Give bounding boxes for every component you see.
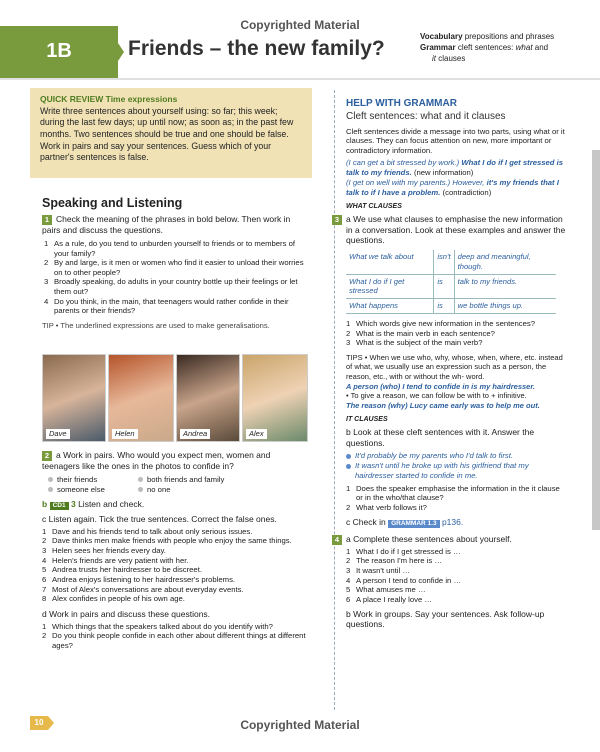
ex2-option: no one	[138, 485, 258, 495]
ex4-item: 6 A place I really love …	[346, 594, 433, 604]
ex1-item: 1 As a rule, do you tend to unburden yourself to friends or to members of your family?	[44, 238, 296, 258]
tip-text: TIP • The underlined expressions are used to make generalisations.	[42, 320, 270, 330]
grammar-text-d: it	[432, 53, 436, 63]
quick-review-heading: QUICK REVIEW	[40, 94, 104, 104]
ex2c-item: 4 Helen's friends are very patient with her.	[42, 555, 189, 565]
column-divider	[334, 90, 335, 710]
ex3b-text: b Look at these cleft sentences with it. Answer the questions.	[346, 427, 535, 449]
table-row: What happens is we bottle things up.	[346, 299, 556, 314]
ex1-item: 2 By and large, is it men or women who find it easier to unload their worries on to other people?	[44, 258, 304, 277]
ex2-number: 2	[42, 451, 52, 461]
table-row: What I do if I get stressed is talk to my friends.	[346, 274, 556, 298]
ex1-item: 3 Broadly speaking, do adults in your country bottle up their feelings or let them out?	[44, 277, 298, 296]
photo-label: Andrea	[180, 429, 210, 439]
vocab-label: Vocabulary	[420, 32, 463, 41]
what-clauses-heading: WHAT CLAUSES	[346, 202, 402, 210]
photo-alex	[242, 354, 308, 442]
ex4-item: 3 It wasn't until …	[346, 566, 411, 576]
grammar-label: Grammar	[420, 42, 456, 52]
ex2c-item: 1 Dave and his friends tend to talk about only serious issues.	[42, 526, 253, 536]
ex2c-item: 5 Andrea trusts her hairdresser to be discreet.	[42, 565, 202, 575]
cd-badge: CD1	[50, 502, 69, 510]
quick-review-box	[30, 88, 312, 178]
ex2c-item: 3 Helen sees her friends every day.	[42, 546, 166, 556]
ex4-item: 5 What amuses me …	[346, 585, 426, 595]
ex2b: b CD1 3 Listen and check.	[42, 498, 145, 509]
quick-review-text: Write three sentences about yourself using: so far; this week; during the last few days; up until now; as soon as; in the past few months. Two sentences should be true and one should be false. Work in pairs and say your sentences. Guess which of your partner's sentences is false.	[40, 105, 294, 163]
ex3b-question: 2 What verb follows it?	[346, 502, 427, 512]
tips-example-1: A person (who) I tend to confide in is my hairdresser.	[346, 381, 535, 391]
ex2c-item: 7 Most of Alex's conversations are about everyday events.	[42, 584, 244, 594]
grammar-text-b: what	[515, 42, 533, 52]
ex2-option: their friends	[48, 475, 138, 485]
ex1-text: Check the meaning of the phrases in bold below. Then work in pairs and discuss the questions.	[42, 214, 291, 235]
table-row: What we talk about isn't deep and meaningful, though.	[346, 250, 556, 274]
ex3-item: 3 What is the subject of the main verb?	[346, 338, 483, 348]
ex2-option: someone else	[48, 485, 138, 495]
quick-review-sub: Time expressions	[105, 94, 178, 104]
photo-label: Dave	[46, 429, 70, 439]
ex2d-text: d Work in pairs and discuss these questions.	[42, 608, 211, 619]
grammar-text-a: cleft sentences:	[457, 42, 514, 52]
ex3-item: 2 What is the main verb in each sentence?	[346, 328, 495, 338]
photo-label: Alex	[246, 429, 267, 439]
tips-example-2: The reason (why) Lucy came early was to help me out.	[346, 400, 540, 410]
speaking-title: Speaking and Listening	[42, 196, 183, 210]
page-title: Friends – the new family?	[128, 37, 385, 60]
ex3c: c Check in GRAMMAR 1.3 p136.	[346, 516, 464, 527]
ex2a-text: a Work in pairs. Who would you expect men, women and teenagers like the ones in the photos to confide in?	[42, 450, 271, 471]
grammar-text-e: clauses	[438, 53, 466, 63]
page-number: 10	[30, 716, 48, 730]
grammar-intro: Cleft sentences divide a message into two parts, using what or it clauses. They can focus attention on new, more important or contradictory information.	[346, 126, 565, 156]
ex2d-item: 2 Do you think people confide in each other about different things at different ages?	[42, 631, 306, 650]
ex4-item: 1 What I do if I get stressed is …	[346, 546, 461, 556]
side-tabs	[592, 150, 600, 530]
it-clauses-heading: IT CLAUSES	[346, 416, 388, 424]
ex3b-example: It'd probably be my parents who I'd talk to first.	[346, 451, 566, 461]
grammar-text-c: and	[534, 42, 549, 52]
ex1-item: 4 Do you think, in the main, that teenagers would rather confide in their parents or their friends?	[44, 296, 289, 316]
ex3-item: 1 Which words give new information in the sentences?	[346, 318, 536, 328]
grammar-sub: Cleft sentences: what and it clauses	[346, 110, 506, 122]
photo-dave	[42, 354, 106, 442]
ex3b-example: It wasn't until he broke up with his girlfriend that my hairdresser started to confide in me.	[346, 461, 566, 481]
ex4-item: 2 The reason I'm here is …	[346, 556, 443, 566]
copyright-bottom: Copyrighted Material	[240, 718, 360, 732]
ex4a: 4 a Complete these sentences about yourself.	[346, 534, 566, 545]
exercise-1	[42, 214, 307, 331]
ex2d-item: 1 Which things that the speakers talked about do you identify with?	[42, 621, 273, 631]
vocab-box	[420, 32, 554, 64]
ex3b-question: 1 Does the speaker emphasise the information in the it clause or in the who/that clause?	[346, 483, 560, 503]
header-divider	[0, 78, 600, 80]
grammar-heading: HELP WITH GRAMMAR	[346, 98, 457, 109]
what-clause-table	[346, 250, 556, 314]
copyright-top: Copyrighted Material	[240, 18, 360, 32]
photo-label: Helen	[112, 429, 138, 439]
ex2c-item: 6 Andrea enjoys listening to her hairdresser's problems.	[42, 574, 236, 584]
photo-helen	[108, 354, 174, 442]
help-with-grammar	[334, 98, 566, 630]
ex2c-text: c Listen again. Tick the true sentences. Correct the false ones.	[42, 513, 277, 524]
grammar-example-new: (I can get a bit stressed by work.) What I do if I get stressed is talk to my friends. (new information)	[346, 158, 564, 178]
grammar-example-contradiction: (I get on well with my parents.) However, it's my friends that I talk to if I have a problem. (contradiction)	[346, 177, 559, 197]
tips-text-2: • To give a reason, we can follow be with to + infinitive.	[346, 391, 527, 401]
unit-badge: 1B	[0, 26, 118, 78]
exercise-2	[42, 450, 307, 651]
tips-text: TIPS • When we use who, why, whose, when, where, etc. instead of what, we usually use an expression such as a person, the reason, etc., with or without the wh- word.	[346, 352, 563, 381]
ex2c-item: 2 Dave thinks men make friends with people who enjoy the same things.	[42, 536, 292, 546]
photo-andrea	[176, 354, 240, 442]
grammar-ref-badge[interactable]: GRAMMAR 1.3	[388, 520, 440, 528]
ex4b-text: b Work in groups. Say your sentences. Ask follow-up questions.	[346, 608, 545, 630]
ex1-number: 1	[42, 215, 52, 225]
ex2-option: both friends and family	[138, 475, 258, 485]
vocab-text: prepositions and phrases	[464, 32, 555, 41]
unit-arrow-icon	[112, 34, 124, 70]
ex3a: 3 a We use what clauses to emphasise the new information in a conversation. Look at these examples and answer the questions.	[346, 214, 566, 247]
ex4-item: 4 A person I tend to confide in …	[346, 575, 462, 585]
ex2c-item: 8 Alex confides in people of his own age.	[42, 594, 185, 604]
